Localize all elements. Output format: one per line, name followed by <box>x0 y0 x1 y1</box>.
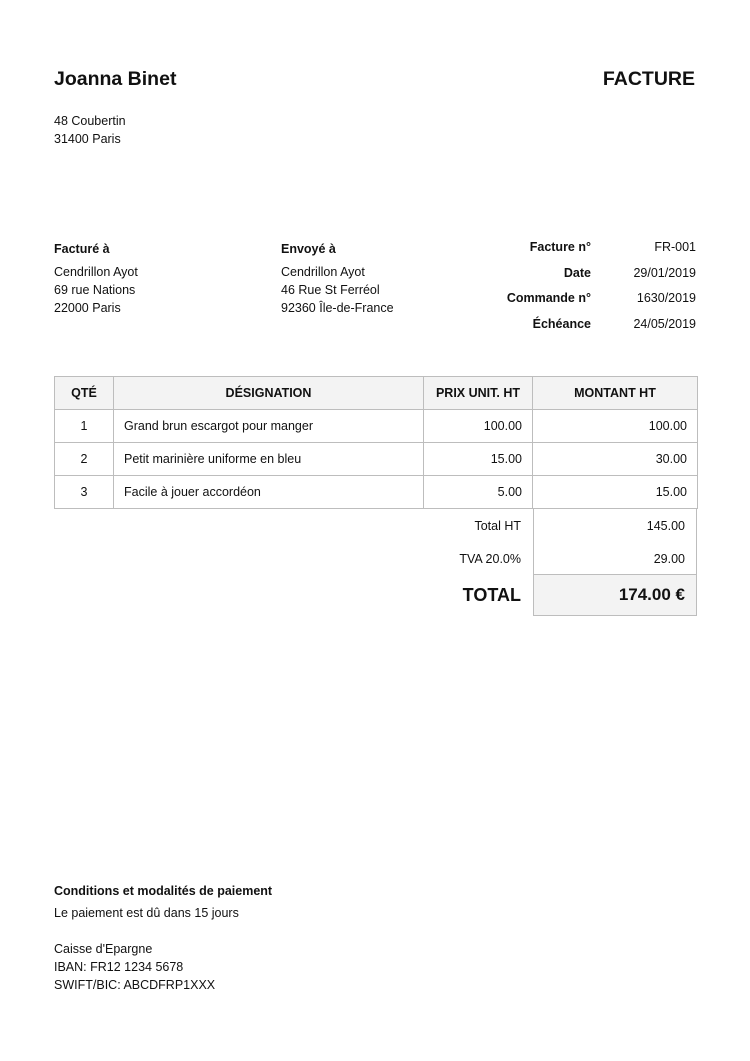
column-header-amount: MONTANT HT <box>533 377 698 410</box>
tax-row <box>424 542 697 575</box>
payment-terms-title: Conditions et modalités de paiement <box>54 884 273 898</box>
tax-label: TVA 20.0% <box>459 551 521 566</box>
bill-to-line: Cendrillon Ayot <box>54 265 138 279</box>
meta-value: 24/05/2019 <box>633 316 696 331</box>
tax-value: 29.00 <box>533 542 697 575</box>
meta-row-order-number <box>490 291 696 317</box>
cell-qty: 3 <box>55 476 114 509</box>
subtotal-value: 145.00 <box>533 509 697 542</box>
cell-qty: 1 <box>55 410 114 443</box>
sender-address <box>54 112 126 148</box>
sender-address-line: 48 Coubertin <box>54 114 126 128</box>
subtotal-row <box>424 509 697 542</box>
meta-row-invoice-number <box>490 240 696 266</box>
column-header-description: DÉSIGNATION <box>114 377 424 410</box>
cell-description: Facile à jouer accordéon <box>114 476 424 509</box>
bank-line: IBAN: FR12 1234 5678 <box>54 960 184 974</box>
grand-total-value: 174.00 € <box>533 574 697 616</box>
totals-block <box>424 509 697 615</box>
cell-amount: 100.00 <box>533 410 698 443</box>
meta-value: FR-001 <box>654 240 696 254</box>
meta-value: 29/01/2019 <box>633 265 696 280</box>
cell-amount: 30.00 <box>533 443 698 476</box>
column-header-qty: QTÉ <box>55 377 114 410</box>
bill-to-block <box>54 240 138 317</box>
cell-qty: 2 <box>55 443 114 476</box>
meta-label: Facture n° <box>529 240 591 254</box>
cell-amount: 15.00 <box>533 476 698 509</box>
column-header-unit-price: PRIX UNIT. HT <box>424 377 533 410</box>
document-title: FACTURE <box>602 68 695 90</box>
ship-to-line: 46 Rue St Ferréol <box>281 283 380 297</box>
cell-unit-price: 5.00 <box>424 476 533 509</box>
table-row <box>55 443 698 476</box>
cell-unit-price: 100.00 <box>424 410 533 443</box>
cell-description: Petit marinière uniforme en bleu <box>114 443 424 476</box>
ship-to-line: Cendrillon Ayot <box>281 265 365 279</box>
bill-to-line: 69 rue Nations <box>54 283 136 297</box>
cell-description: Grand brun escargot pour manger <box>114 410 424 443</box>
invoice-meta <box>490 240 696 342</box>
meta-row-date <box>490 266 696 292</box>
cell-unit-price: 15.00 <box>424 443 533 476</box>
sender-name: Joanna Binet <box>54 68 177 90</box>
sender-address-line: 31400 Paris <box>54 132 121 146</box>
grand-total-row <box>424 575 697 615</box>
ship-to-block <box>281 240 394 317</box>
payment-terms-text: Le paiement est dû dans 15 jours <box>54 906 239 920</box>
grand-total-label: TOTAL <box>462 584 521 605</box>
meta-label: Date <box>563 265 591 280</box>
ship-to-line: 92360 Île-de-France <box>281 301 394 315</box>
bill-to-title: Facturé à <box>54 242 110 256</box>
meta-value: 1630/2019 <box>636 291 696 305</box>
line-items-table <box>54 376 698 509</box>
meta-label: Échéance <box>532 316 591 331</box>
table-row <box>55 410 698 443</box>
subtotal-label: Total HT <box>474 518 521 533</box>
ship-to-title: Envoyé à <box>281 242 336 256</box>
table-header-row <box>55 377 698 410</box>
table-row <box>55 476 698 509</box>
bill-to-line: 22000 Paris <box>54 301 121 315</box>
bank-line: Caisse d'Epargne <box>54 942 153 956</box>
spacer <box>54 922 272 940</box>
meta-row-due-date <box>490 317 696 343</box>
bank-line: SWIFT/BIC: ABCDFRP1XXX <box>54 978 216 992</box>
meta-label: Commande n° <box>506 291 591 305</box>
payment-terms <box>54 882 272 994</box>
